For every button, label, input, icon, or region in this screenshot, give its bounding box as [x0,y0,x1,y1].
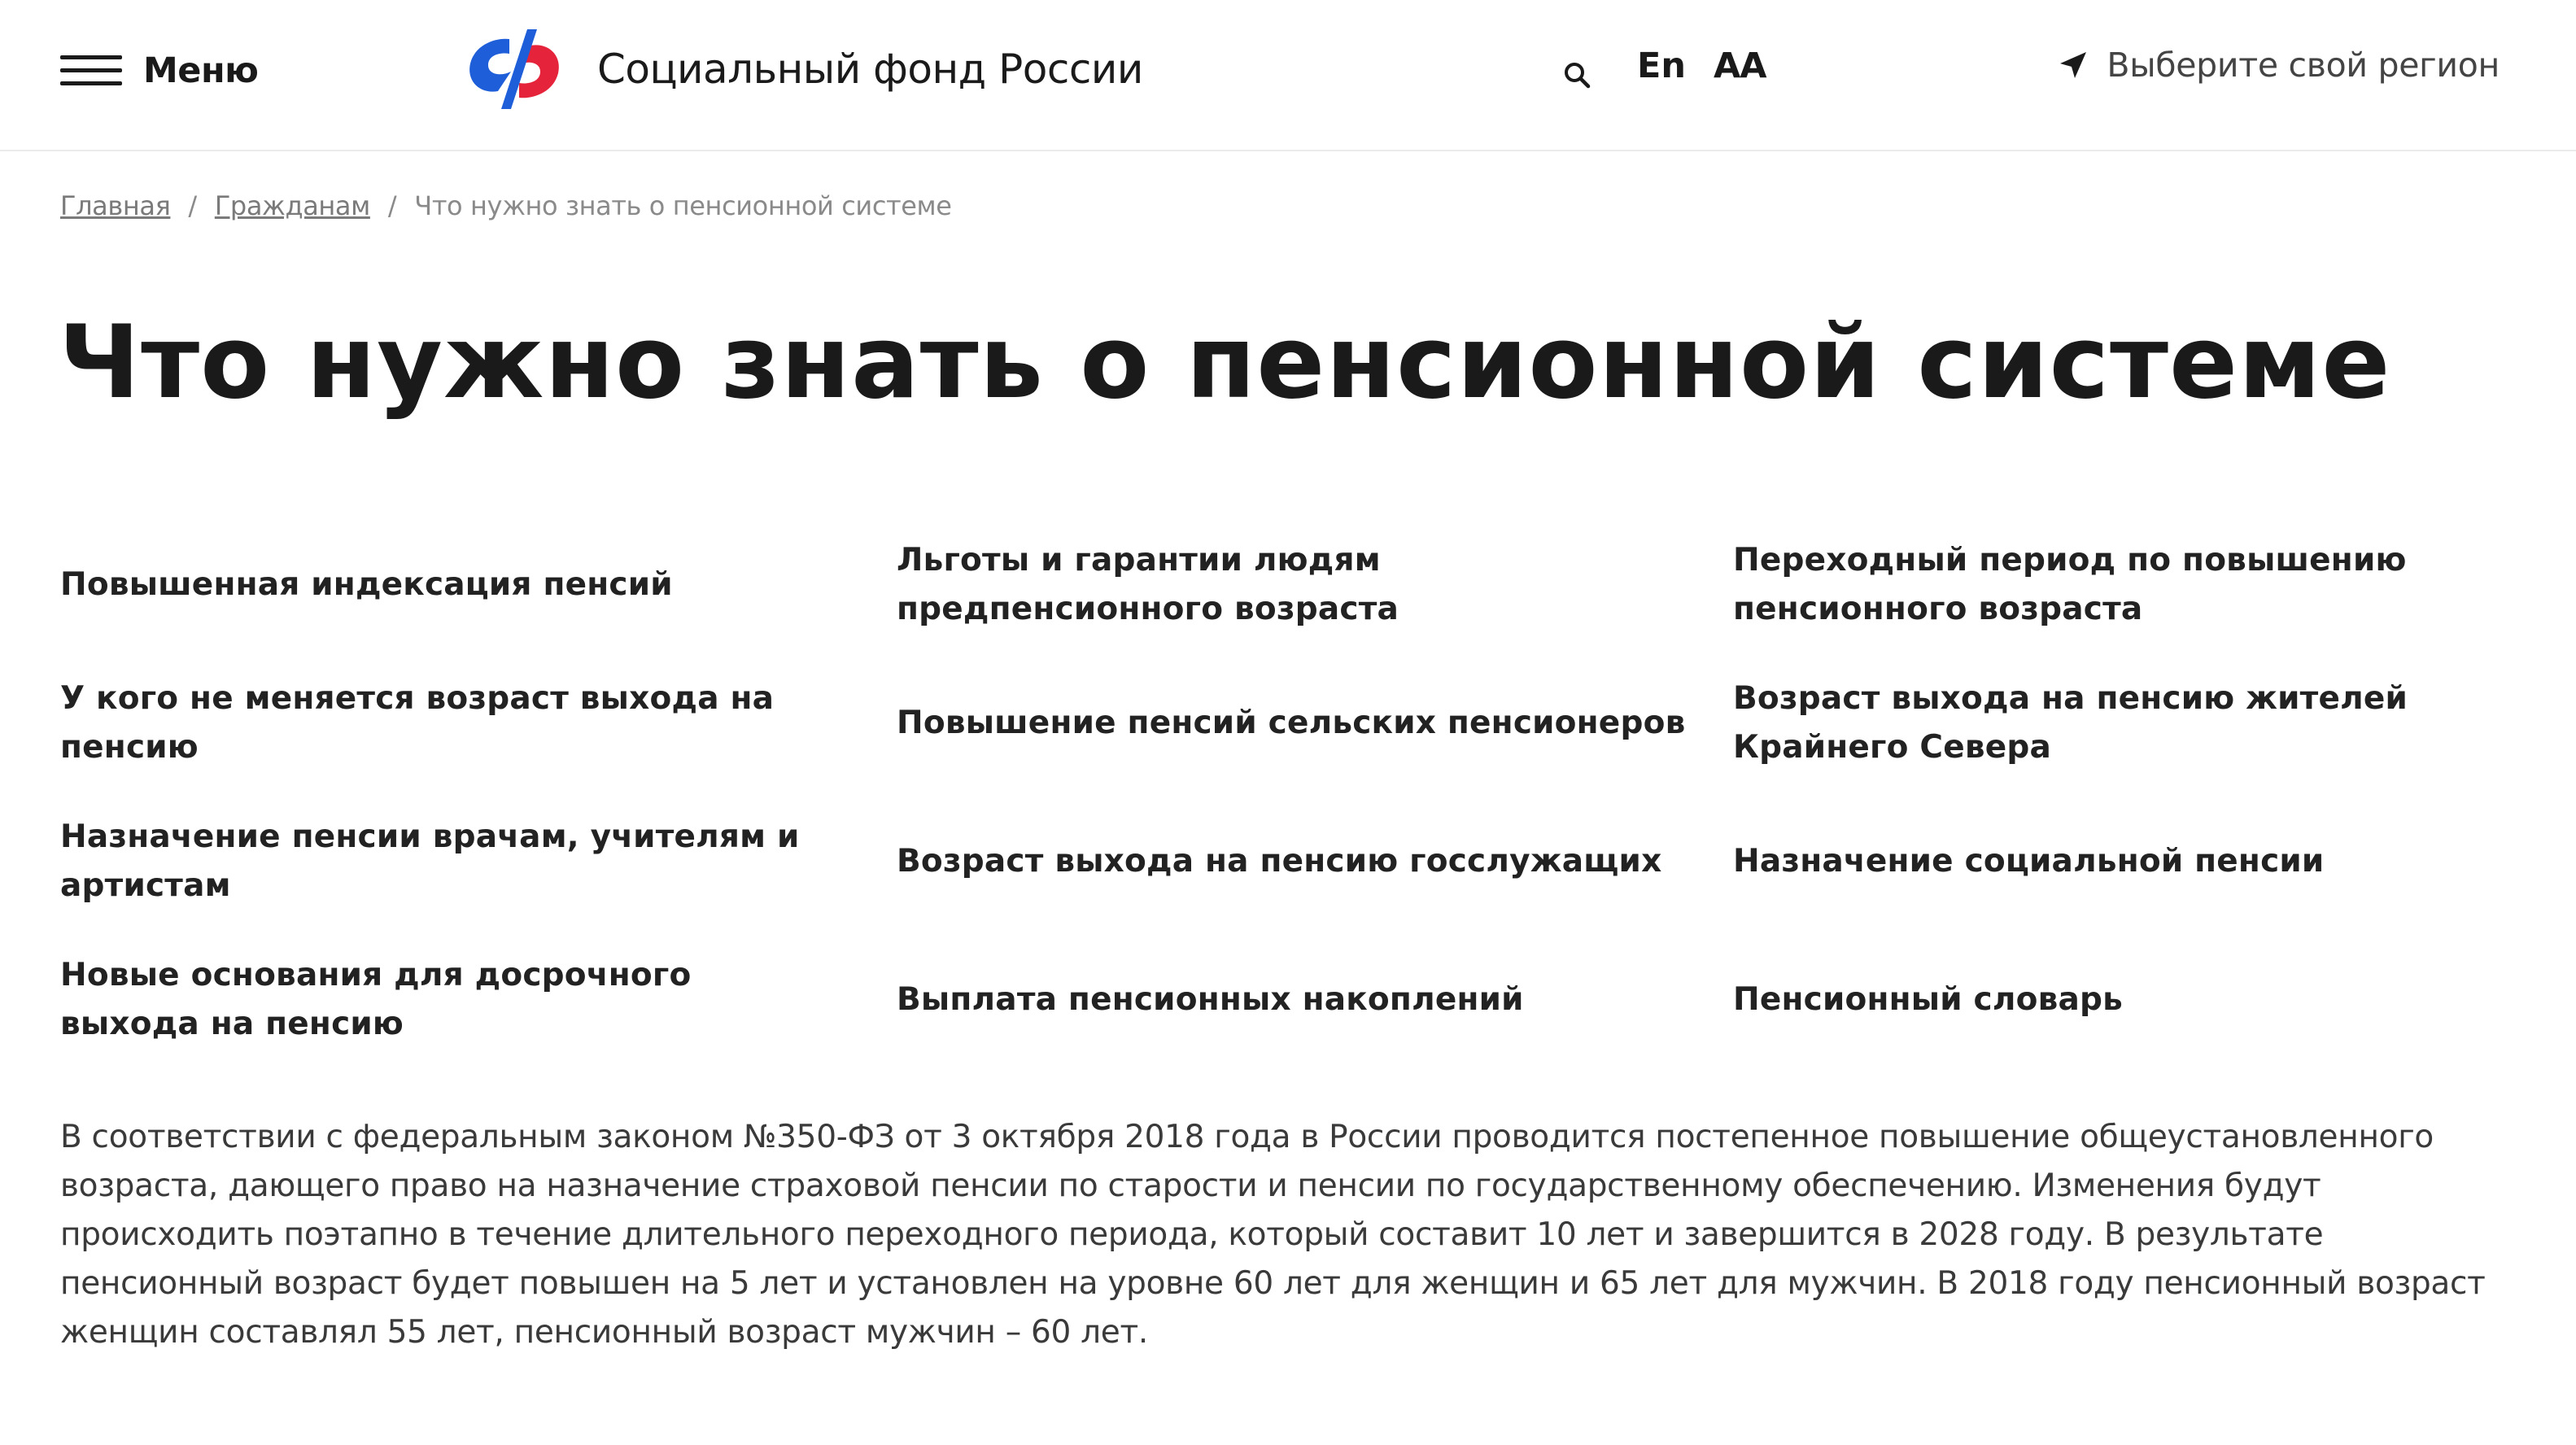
site-header [0,0,2576,151]
breadcrumb-separator: / [188,190,197,221]
search-button[interactable] [1554,52,1600,98]
topic-link[interactable]: Повышенная индексация пенсий [60,566,673,603]
site-logo-link[interactable] [464,26,1143,112]
topic-link[interactable]: Возраст выхода на пенсию госслужащих [897,843,1662,880]
page-title: Что нужно знать о пенсионной системе [59,304,2391,421]
region-label: Выберите свой регион [2107,46,2500,85]
accessibility-font-button[interactable]: AA [1714,46,1766,86]
topic-link[interactable]: Выплата пенсионных накоплений [897,981,1524,1018]
breadcrumb-citizens[interactable]: Гражданам [214,190,370,221]
topic-link[interactable]: Возраст выхода на пенсию жителей Крайнего Севера [1733,680,2408,766]
breadcrumb-separator: / [387,190,397,221]
topic-link[interactable]: Пенсионный словарь [1733,981,2123,1018]
location-arrow-icon [2058,50,2089,81]
menu-label: Меню [143,50,259,91]
breadcrumb-home[interactable]: Главная [60,190,171,221]
menu-button[interactable] [60,49,258,93]
topic-link[interactable]: У кого не меняется возраст выхода на пенсию [60,680,775,766]
language-switch[interactable]: En [1637,46,1686,86]
sfr-logo-icon [464,26,565,112]
topic-link[interactable]: Повышение пенсий сельских пенсионеров [897,705,1686,741]
hamburger-icon [60,52,122,89]
region-selector[interactable] [2058,46,2500,85]
topic-link[interactable]: Назначение пенсии врачам, учителям и артистам [60,819,800,904]
breadcrumb-current: Что нужно знать о пенсионной системе [414,190,952,221]
site-title: Социальный фонд России [597,46,1143,93]
topic-link[interactable]: Льготы и гарантии людям предпенсионного возраста [897,542,1399,627]
search-icon [1562,60,1591,89]
topic-link[interactable]: Новые основания для досрочного выхода на пенсию [60,957,692,1042]
topic-link[interactable]: Назначение социальной пенсии [1733,843,2325,880]
topic-link[interactable]: Переходный период по повышению пенсионного возраста [1733,542,2407,627]
breadcrumb [60,190,952,221]
intro-paragraph: В соответствии с федеральным законом №350-ФЗ от 3 октября 2018 года в России проводится постепенное повышение общеустановленного возраста, дающего право на назначение страховой пенсии по старости и пенсии по государственному обеспечению. Изменения будут происходить поэтапно в течение длительного переходного периода, который составит 10 лет и завершится в 2028 году. В результате пенсионный возраст будет повышен на 5 лет и установлен на уровне 60 лет для женщин и 65 лет для мужчин. В 2018 году пенсионный возраст женщин составлял 55 лет, пенсионный возраст мужчин – 60 лет. [60,1119,2486,1351]
